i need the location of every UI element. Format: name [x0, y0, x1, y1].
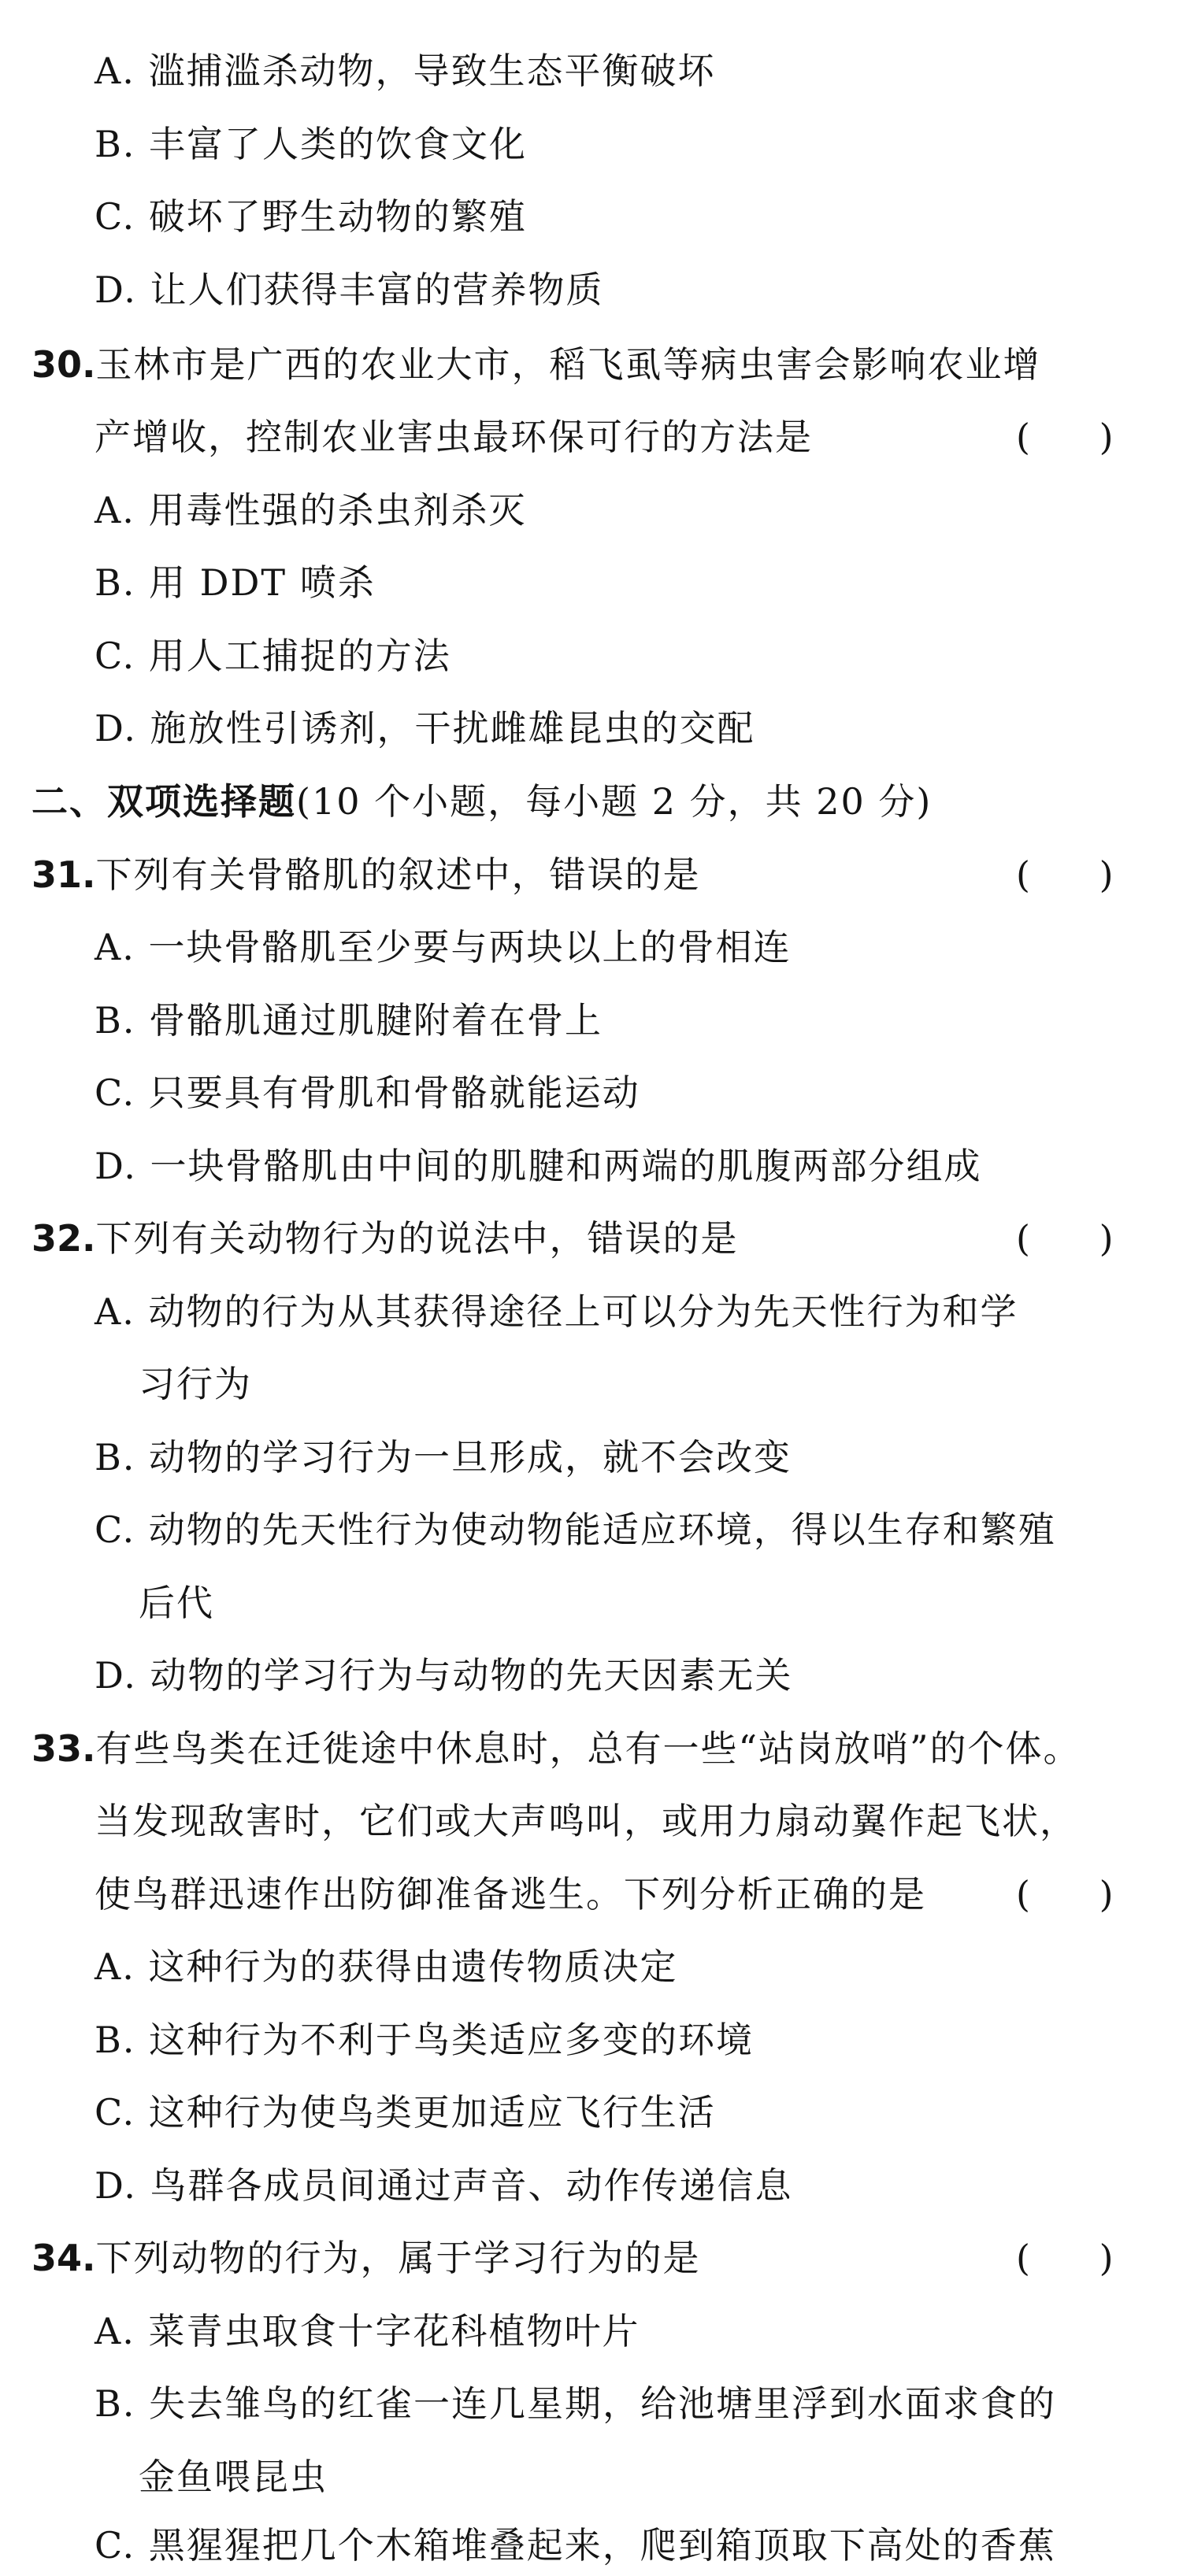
- q34-option-c: C. 黑猩猩把几个木箱堆叠起来，爬到箱顶取下高处的香蕉: [95, 2524, 1056, 2567]
- q32-option-d: D. 动物的学习行为与动物的先天因素无关: [95, 1654, 793, 1697]
- q34-number: 34.: [32, 2237, 96, 2279]
- q30-stem-line-1: [32, 342, 1041, 387]
- q33-stem-line-3: 使鸟群迅速作出防御准备逃生。下列分析正确的是: [95, 1873, 926, 1915]
- q34-option-b-line-2: 金鱼喂昆虫: [139, 2456, 328, 2498]
- q30-option-c: C. 用人工捕捉的方法: [95, 635, 451, 677]
- q31-stem-text: 下列有关骨骼肌的叙述中，错误的是: [95, 853, 701, 896]
- q30-option-b: B. 用 DDT 喷杀: [95, 561, 376, 604]
- q30-answer-bracket: ( ): [1016, 416, 1114, 458]
- q32-stem-text: 下列有关动物行为的说法中，错误的是: [95, 1217, 739, 1260]
- q32-option-c-line-2: 后代: [139, 1582, 214, 1624]
- q32-option-a-line-1: A. 动物的行为从其获得途径上可以分为先天性行为和学: [95, 1290, 1018, 1333]
- q33-option-d: D. 鸟群各成员间通过声音、动作传递信息: [95, 2164, 793, 2207]
- section-2-note: (10 个小题，每小题 2 分，共 20 分): [296, 780, 933, 823]
- q31-option-b: B. 骨骼肌通过肌腱附着在骨上: [95, 999, 603, 1042]
- q34-option-b-line-1: B. 失去雏鸟的红雀一连几星期，给池塘里浮到水面求食的: [95, 2382, 1057, 2425]
- q34-answer-bracket: ( ): [1016, 2237, 1114, 2279]
- q34-option-a: A. 菜青虫取食十字花科植物叶片: [95, 2310, 640, 2352]
- q31-answer-bracket: ( ): [1016, 853, 1114, 896]
- q29-option-b: B. 丰富了人类的饮食文化: [95, 123, 528, 165]
- q32-option-c-line-1: C. 动物的先天性行为使动物能适应环境，得以生存和繁殖: [95, 1508, 1056, 1551]
- q33-option-b: B. 这种行为不利于鸟类适应多变的环境: [95, 2019, 755, 2061]
- q34-stem-text: 下列动物的行为，属于学习行为的是: [95, 2237, 701, 2279]
- q33-number: 33.: [32, 1727, 96, 1770]
- q33-option-a: A. 这种行为的获得由遗传物质决定: [95, 1945, 678, 1988]
- q29-option-c: C. 破坏了野生动物的繁殖: [95, 195, 527, 238]
- q32-number: 32.: [32, 1217, 96, 1260]
- section-2-title: 二、双项选择题: [32, 780, 296, 823]
- q32-answer-bracket: ( ): [1016, 1217, 1114, 1260]
- q32-option-b: B. 动物的学习行为一旦形成，就不会改变: [95, 1436, 792, 1479]
- q30-number: 30.: [32, 343, 96, 386]
- q31-stem: [32, 853, 701, 897]
- q30-stem-line-2: 产增收，控制农业害虫最环保可行的方法是: [95, 416, 813, 458]
- q29-option-a: A. 滥捕滥杀动物，导致生态平衡破坏: [95, 50, 716, 92]
- q32-option-a-line-2: 习行为: [139, 1363, 252, 1405]
- q30-option-d: D. 施放性引诱剂，干扰雌雄昆虫的交配: [95, 707, 755, 749]
- q31-option-a: A. 一块骨骼肌至少要与两块以上的骨相连: [95, 926, 792, 968]
- q33-option-c: C. 这种行为使鸟类更加适应飞行生活: [95, 2091, 716, 2134]
- q31-number: 31.: [32, 853, 96, 896]
- q33-stem-line-2: 当发现敌害时，它们或大声鸣叫，或用力扇动翼作起飞状，: [95, 1800, 1077, 1842]
- q30-option-a: A. 用毒性强的杀虫剂杀灭: [95, 489, 527, 531]
- q31-option-d: D. 一块骨骼肌由中间的肌腱和两端的肌腹两部分组成: [95, 1145, 982, 1187]
- q30-stem-text-1: 玉林市是广西的农业大市，稻飞虱等病虫害会影响农业增: [95, 343, 1041, 386]
- section-2-header: [32, 779, 932, 824]
- q29-option-d: D. 让人们获得丰富的营养物质: [95, 268, 604, 311]
- q33-answer-bracket: ( ): [1016, 1873, 1114, 1915]
- q32-stem: [32, 1216, 739, 1260]
- q33-stem-line-1: [32, 1727, 1081, 1771]
- q33-stem-text-1: 有些鸟类在迁徙途中休息时，总有一些“站岗放哨”的个体。: [95, 1727, 1081, 1770]
- q31-option-c: C. 只要具有骨肌和骨骼就能运动: [95, 1071, 640, 1114]
- q34-stem: [32, 2236, 701, 2280]
